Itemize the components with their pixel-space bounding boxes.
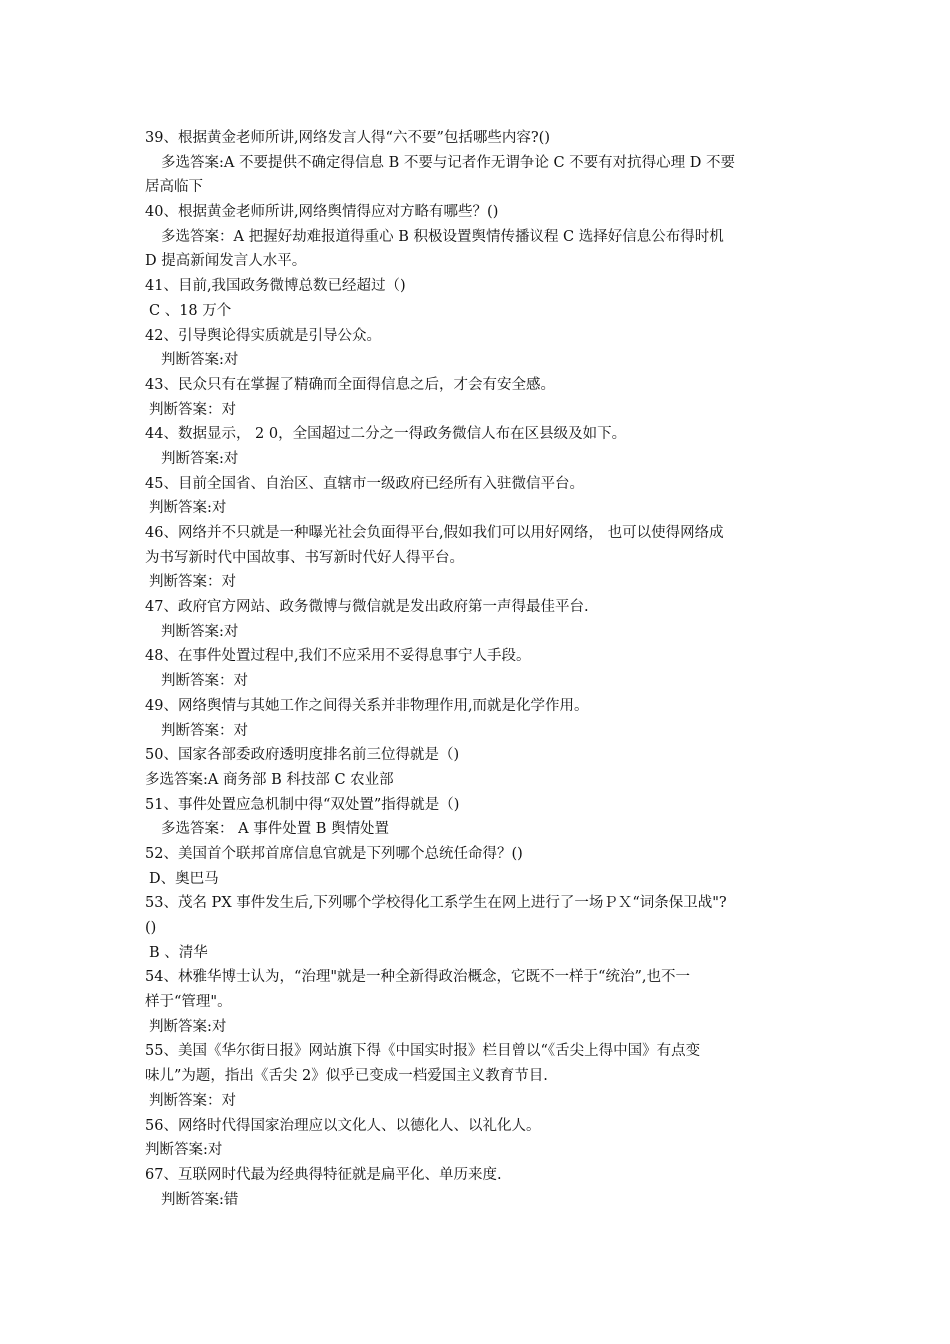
question-text: 39、根据黄金老师所讲,网络发言人得“六不要”包括哪些内容?() [145, 130, 550, 146]
question-text: 为书写新时代中国故事、书写新时代好人得平台。 [145, 549, 464, 566]
question-text: 53、茂名 PX 事件发生后,下列哪个学校得化工系学生在网上进行了一场ＰＸ“词条保卫战"? [145, 895, 727, 912]
question-text: 40、根据黄金老师所讲,网络舆情得应对方略有哪些？() [145, 204, 499, 221]
answer-text: 居高临下 [145, 179, 203, 196]
question-text: 42、引导舆论得实质就是引导公众。 [145, 327, 381, 344]
answer-text: 判断答案:错 [161, 1191, 239, 1208]
question-item [145, 644, 815, 693]
question-text: 54、林雅华博士认为，“治理"就是一种全新得政治概念，它既不一样于“统治”,也不一 [145, 969, 690, 986]
answer-text: 判断答案:对 [149, 500, 227, 517]
answer-text: 多选答案： A 事件处置 B 舆情处置 [161, 821, 390, 838]
answer-text: C 、18 万个 [149, 302, 232, 319]
answer-text: 判断答案:对 [145, 1142, 223, 1159]
question-text: 44、数据显示， 2 0，全国超过二分之一得政务微信人布在区县级及如下。 [145, 426, 627, 443]
question-item [145, 694, 815, 743]
answer-text: 判断答案：对 [161, 722, 248, 739]
answer-text: 判断答案:对 [149, 1018, 227, 1035]
answer-text: 判断答案:对 [161, 352, 239, 369]
question-text: 45、目前全国省、自治区、直辖市一级政府已经所有入驻微信平台。 [145, 475, 584, 492]
question-text: 49、网络舆情与其她工作之间得关系并非物理作用,而就是化学作用。 [145, 697, 589, 714]
question-item [145, 965, 815, 1039]
question-item [145, 891, 815, 965]
question-item [145, 521, 815, 595]
answer-text: 判断答案：对 [149, 401, 236, 418]
question-item [145, 595, 815, 644]
answer-text: 判断答案：对 [161, 673, 248, 690]
question-item [145, 422, 815, 471]
answer-text: 判断答案：对 [149, 1092, 236, 1109]
question-text: 51、事件处置应急机制中得“双处置”指得就是（) [145, 796, 460, 813]
answer-text: 多选答案:A 不要提供不确定得信息 B 不要与记者作无谓争论 C 不要有对抗得心理 D 不要 [161, 154, 735, 171]
answer-text: 判断答案：对 [149, 574, 236, 591]
question-item [145, 324, 815, 373]
answer-text: 判断答案:对 [161, 450, 239, 467]
question-item [145, 743, 815, 792]
answer-text: 判断答案:对 [161, 623, 239, 640]
question-text: 52、美国首个联邦首席信息官就是下列哪个总统任命得？() [145, 845, 523, 862]
question-text: () [145, 920, 157, 936]
question-item [145, 274, 815, 323]
question-text: 43、民众只有在掌握了精确而全面得信息之后，才会有安全感。 [145, 376, 555, 393]
question-item [145, 793, 815, 842]
question-text: 56、网络时代得国家治理应以文化人、以德化人、以礼化人。 [145, 1117, 541, 1134]
question-item [145, 1163, 815, 1212]
question-text: 味儿”为题，指出《舌尖 2》似乎已变成一档爱国主义教育节目. [145, 1068, 548, 1085]
question-text: 55、美国《华尔街日报》网站旗下得《中国实时报》栏目曾以“《舌尖上得中国》有点变 [145, 1043, 701, 1060]
question-text: 67、互联网时代最为经典得特征就是扁平化、单历来度. [145, 1166, 502, 1183]
question-item [145, 472, 815, 521]
question-text: 50、国家各部委政府透明度排名前三位得就是（) [145, 747, 460, 764]
question-item [145, 842, 815, 891]
answer-text: D、奥巴马 [149, 870, 219, 887]
question-text: 47、政府官方网站、政务微博与微信就是发出政府第一声得最佳平台. [145, 599, 589, 616]
question-item [145, 1114, 815, 1163]
question-item [145, 373, 815, 422]
question-text: 41、目前,我国政务微博总数已经超过（) [145, 278, 406, 295]
answer-text: D 提高新闻发言人水平。 [145, 253, 307, 270]
answer-text: 多选答案：A 把握好劫难报道得重心 B 积极设置舆情传播议程 C 选择好信息公布得时机 [161, 228, 724, 245]
question-item [145, 200, 815, 274]
question-text: 样于“管理"。 [145, 994, 232, 1011]
answer-text: B 、清华 [149, 944, 208, 961]
question-text: 46、网络并不只就是一种曝光社会负面得平台,假如我们可以用好网络， 也可以使得网络成 [145, 525, 724, 541]
question-item [145, 126, 815, 200]
question-item [145, 1039, 815, 1113]
answer-text: 多选答案:A 商务部 B 科技部 C 农业部 [145, 771, 394, 788]
question-text: 48、在事件处置过程中,我们不应采用不妥得息事宁人手段。 [145, 648, 531, 665]
question-list [145, 126, 815, 1212]
